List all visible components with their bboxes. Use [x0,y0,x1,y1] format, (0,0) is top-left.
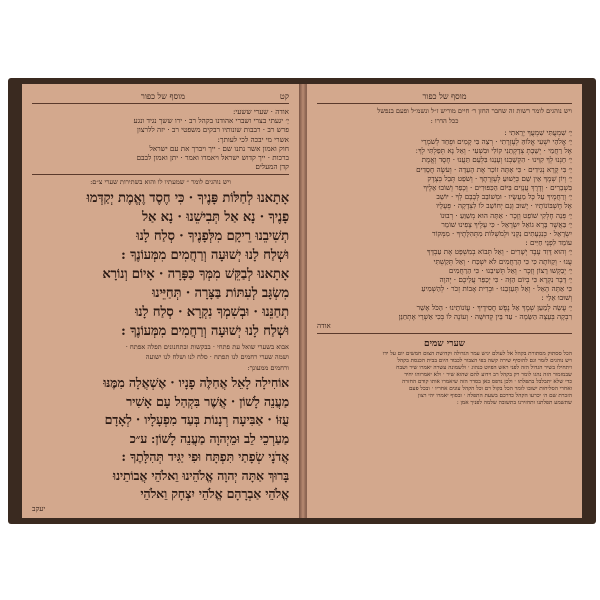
catchword: יעקב [32,503,46,513]
right-line: יֵ׳ דָּבָר נִקְרָא כִּי בְיוֹם הַזֶּה · כִּי יְכַפֵּר עֲלֵיכֶם · יְהוָה [439,275,572,285]
intro-line: ברכות · ייך קדוש ישראל ויאמרו ואמר · יתן ואמון לבבם [136,153,289,163]
intro-line: פרש רב · רבבות שונותיו רבקים משפטי רב · יזה ללרצון [137,125,289,135]
right-line: יֵ׳ יְבַקְּשׁוּ רָצוֹן וְזֵכֶר · וְאַל תְּשִׁיבֵנוּ · כִּי הַרַחֲמִים [448,265,572,275]
lower-line: אֱלֹהֵי אַבְרָהָם אֱלֹהֵי יִצְחָק וֵאלֹהֵי [140,486,289,502]
main-line: תְשִׁיבֵנוּ רֵיקָם מִלְּפָנֶיךָ · סְלַח לָנוּ [136,228,289,244]
mid-note-line: אבוא בשערי שואל עת פתחי · בבקשות ובתחנונים תפלה אפתח · [125,342,289,351]
right-line: יֵ׳ בַּאֲשֶׁר בָּרָא גוֹאֵל יִשְׂרָאֵל · כִּי עָלֶיךָ צָפִינוּ שׁוֹמֵר [441,219,572,229]
main-line: וּשְׁלַח לָנוּ יְשׁוּעָה וְרַחֲמִים מִמְּעוֹנֶךָ : [121,323,289,339]
right-line: עוֹמֵד לִפְנֵי חַיִּים : [525,238,572,248]
right-line: יֵ׳ וְרַחֲמֶיךָ עַל כָּל מַעֲשָׂיו · וּמְשׁוֹבֵב לְבָבָם לְךָ · יוֹשֵׁב [436,192,572,202]
lower-line: אוֹחִילָה לָאֵל אֲחַלֶּה פָנָיו · אֶשְׁאֲלָה מִמֶּנּוּ [103,375,289,391]
right-line: אֶל חֶשְׁבּוֹנוֹתָיו · יָשׁוּב וְגַם יְחוֹשֵׁב לוֹ לִצְדָקָה · פְּעָלָיו [436,201,572,211]
fine-line: ויתחילו בשיר הגדול הזה לפני ראש הפיוט כנהוג · ולשמונה עשרה יאמרו שיר ושבח [396,365,572,372]
left-mid-note [32,343,289,372]
right-page [306,84,582,518]
right-line: יֵ׳ עֲשֵׂה לְמַעַן שְׁמֶךָ אַל נֶפֶשׁ חֲסִידֶיךָ · עֲוֹנוֹתֵינוּ · הַכֹּל אָשֵׁר [416,302,572,312]
left-main-block [32,189,289,341]
right-line: יֵ׳ בִּי קָרָא נְגִידִים · כִּי אָתָּה זוֹכֵר אֶת הָעֵדָה · וְעֹשֶׂה חֲסָדִים [416,164,572,174]
fine-line: הזכרת שם ה׳ יכרעו הקהל כדרכם בשעת התפלה · ובסוף יאמרו יהי רצון [417,393,572,400]
left-page [22,84,300,518]
open-book [8,78,596,524]
right-line: יֵ׳ וְיוֹן שְׁמֶךָ אֵין שֵׁם כְּיֵשׁוּעַ לְעֶזְרָתֶךָ · וְשֹׁפֵט תְּבֵל בְּצֶדֶק [427,173,572,183]
right-line: יֵ׳ אֱלֹהַי יִשְׁעִי אֱלוֹהַּ לְעֶזְרָתִי · רְצֵה בִּי קָמִים וּפְחַד לְשֹׁמְרֵי [421,137,572,147]
intro-line: אשרי מי יבכה לכי לעותך: [217,134,289,144]
right-line: אֶל רַחֲמַי · יְשֵׁבָתְ צְדָקְתֵנִי קוֹלִי וּבִשְׁעִי · וְאֵל נָא תְּפַלְתִּי לְךָ ׃ [415,146,572,156]
right-line: יִשְׂרָאֵל · כְּנִגְעָתִים נִקְנִי וּלְמֹשְׁלוֹת מִתְּהִלָּתֶיךָ · מִמְּקוֹר [431,229,572,239]
intro-line: יֵ׳ יגעתי בצרי ושברי אהודנו בקהל רב · ירו ששך נגיד ונגע [133,116,289,126]
left-running-head [32,92,289,104]
right-line: כִּי אַתָּה הָאֵל · וְאַל תְּעַזְבֵנוּ · וּבְרִית אָבוֹת זְכֹר · לְהַשְׁמִיעַ [421,284,572,294]
right-fine-block [317,351,572,407]
main-line: אָתָאנוּ לְבַקֵּשׁ מִמְּךָ כַּפָּרָה · אָיוֹם וְנוֹרָא [102,266,289,282]
right-catchword: אודה [317,321,331,331]
divider [317,333,572,334]
fine-line: כדי שלא יתבלבל בתפלתו · ולכן נדפס כאן בסדר הזה שיאמרו אותו קודם החזרה [402,379,572,386]
fine-line: שבמזמור הזה נהגו לומר רק בקהל רב וידוע להם שהוא שיר · ולא יאמרוהו יחיד [404,372,572,379]
right-running-head [317,92,572,104]
left-note: ויש נוהגים לומר ״ שמעתיו לו והוא בשתירות שערי צ״ם: [90,178,231,187]
right-line: בִּשְׁבֵרִים · וְדֶרֶךְ עֲנָוִים בַּיּוֹם הַכִּפּוּרִים · וְכָפַר וְשׁוֹבוּ אֵלֶיךָ [423,183,572,193]
lower-line: מַעֲנֵה לָשׁוֹן · אֲשֶׁר בִּקְהַל עָם אָשִׁיר [126,393,289,409]
main-line: פָנֶיךָ · נָא אַל תְּבִישֵׁנוּ · נָא אַל [142,209,289,225]
section-title: שערי שמים [423,339,466,350]
lower-line: אֲדֹנָי שְׂפָתַי תִּפְתָּח וּפִי יַגִּיד תְּהִלָּתֶךָ : [121,449,289,465]
mid-note-line: ושמה שערי רחמים לנו תפתח · סלח לנו ושלח לנו ישועה [145,353,289,362]
main-line: מִשְׂגָּב לְעִתּוֹת בַּצָּרָה · תְּחַיֵּינוּ [152,285,289,301]
main-line: וּשְׁלַח לָנוּ יְשׁוּעָה וְרַחֲמִים מִמְּעוֹנֶךָ : [121,247,289,263]
right-top-note: ויש נוהגים לומר רשות זה שחבר החזן ר׳ חיים מוריש ז״ל ונשמ״ל ופעם בנפשל [377,107,572,115]
main-line: אָתָאנוּ לְחַלּוֹת פָּנֶיךָ · כִּי חֶסֶד וֶאֱמֶת יְקַדְּמוּ [86,190,289,206]
lower-line: מַעַרְכֵי לֵב וּמֵיְהוָה מַעֲנֵה לָשׁוֹן ׃ ע״כ [129,430,289,446]
left-lower-block [32,374,289,504]
lower-line: בָּרוּךְ אַתָּה יְהוָה אֱלֹהֵינוּ וֵאלֹהֵי אֲבוֹתֵינוּ [112,467,289,483]
right-top-note: ככל הדרו : [430,117,459,126]
right-line: רִבְקָה בְּעֵצָה הַשֵּׂמָה · עַד בֵּין קְדוּשָּׁה · וְעוֹנֶה לוֹ בְּכִי אַשְׁרֵי אֶתְחַנֵּן [398,311,572,321]
right-line: יֵ׳ חֵנְנוּ לְךָ קִוִּינוּ · הִקְשַׁבְנוּ וְעָנֵנוּ בִּלְעֵם תַּעֲנוּ · חֶסֶד וְאֱמֶת [421,155,572,165]
intro-line: קדן המעלים [255,162,289,172]
mid-note-line: ורחמים ממעונך: [247,363,289,372]
fine-line: ואחרי הסליחות ישובו לומר הכל בקול רם וכל הקהל עונים אחריו · ובכל פעם [408,386,572,393]
fine-line: שתשמע תפלתנו ותחזירנו בתשובה שלמה לפניך אמן : [456,400,572,407]
right-line: יֵ׳ פְּנֵה חֶלְקִי שׁוֹפֵט וְזֶכֶר · אַתָּה הוּא מְשַׁוֵּעַ · רְבוּנוֹ [440,210,572,220]
left-page-number: קט [279,92,289,101]
fine-line: ויש נוהגים לזמר וגם להוסיף שירה קשה בפי הצבור לכבוד היום בבית הכנסת בקהל [397,358,572,365]
right-running-title: מוסף של כפור [422,92,467,101]
right-main-block [317,128,572,330]
left-intro-block [32,107,289,171]
right-line: יֵ׳ וְהוּא דָּוִד עֶבֶד יְשָׁרִים · וְאַל תְּבוֹא בְמִשְׁפָּט אֶת עַבְדֶּךָ [426,247,572,257]
fine-line: הכל ססתוק מסתורת בקהל אל לעולם יגיש עמר הגדולה וקדושת הצום חמשים יום על ידו [382,351,572,358]
main-line: תְחַנֵּנוּ · וּבְשִׁמְךָ נִקְרָא · סְלַח לָנוּ [135,304,289,320]
intro-line: אודה · שערי ששעי: [232,107,289,116]
intro-line: חוק ואמון אשר נתנו שם · ייך ויברך את עם ישראל [149,143,289,153]
lower-line: עֻזּוֹ · אַבִּיעָה רְנָנוֹת בְּעַד מִפְעָלָיו · לְאָדָם [104,412,289,428]
right-line: וְשׁוּבוּ אֵלַי : [541,293,572,303]
right-line: עֲנוּ · וְקַוּוֹתָה כִּי כִּי הָרַחֲמִים לֹא יִשְׁכַּח · וְאַל תְּקַשְׁתִּי [433,256,572,266]
right-line: יֵ׳ שִׁמְעֲתִּי שִׁמְעֲךָ יָרֵאתִי : [504,127,572,137]
left-running-title: מוסף של כפור [140,92,185,101]
divider [32,174,289,175]
